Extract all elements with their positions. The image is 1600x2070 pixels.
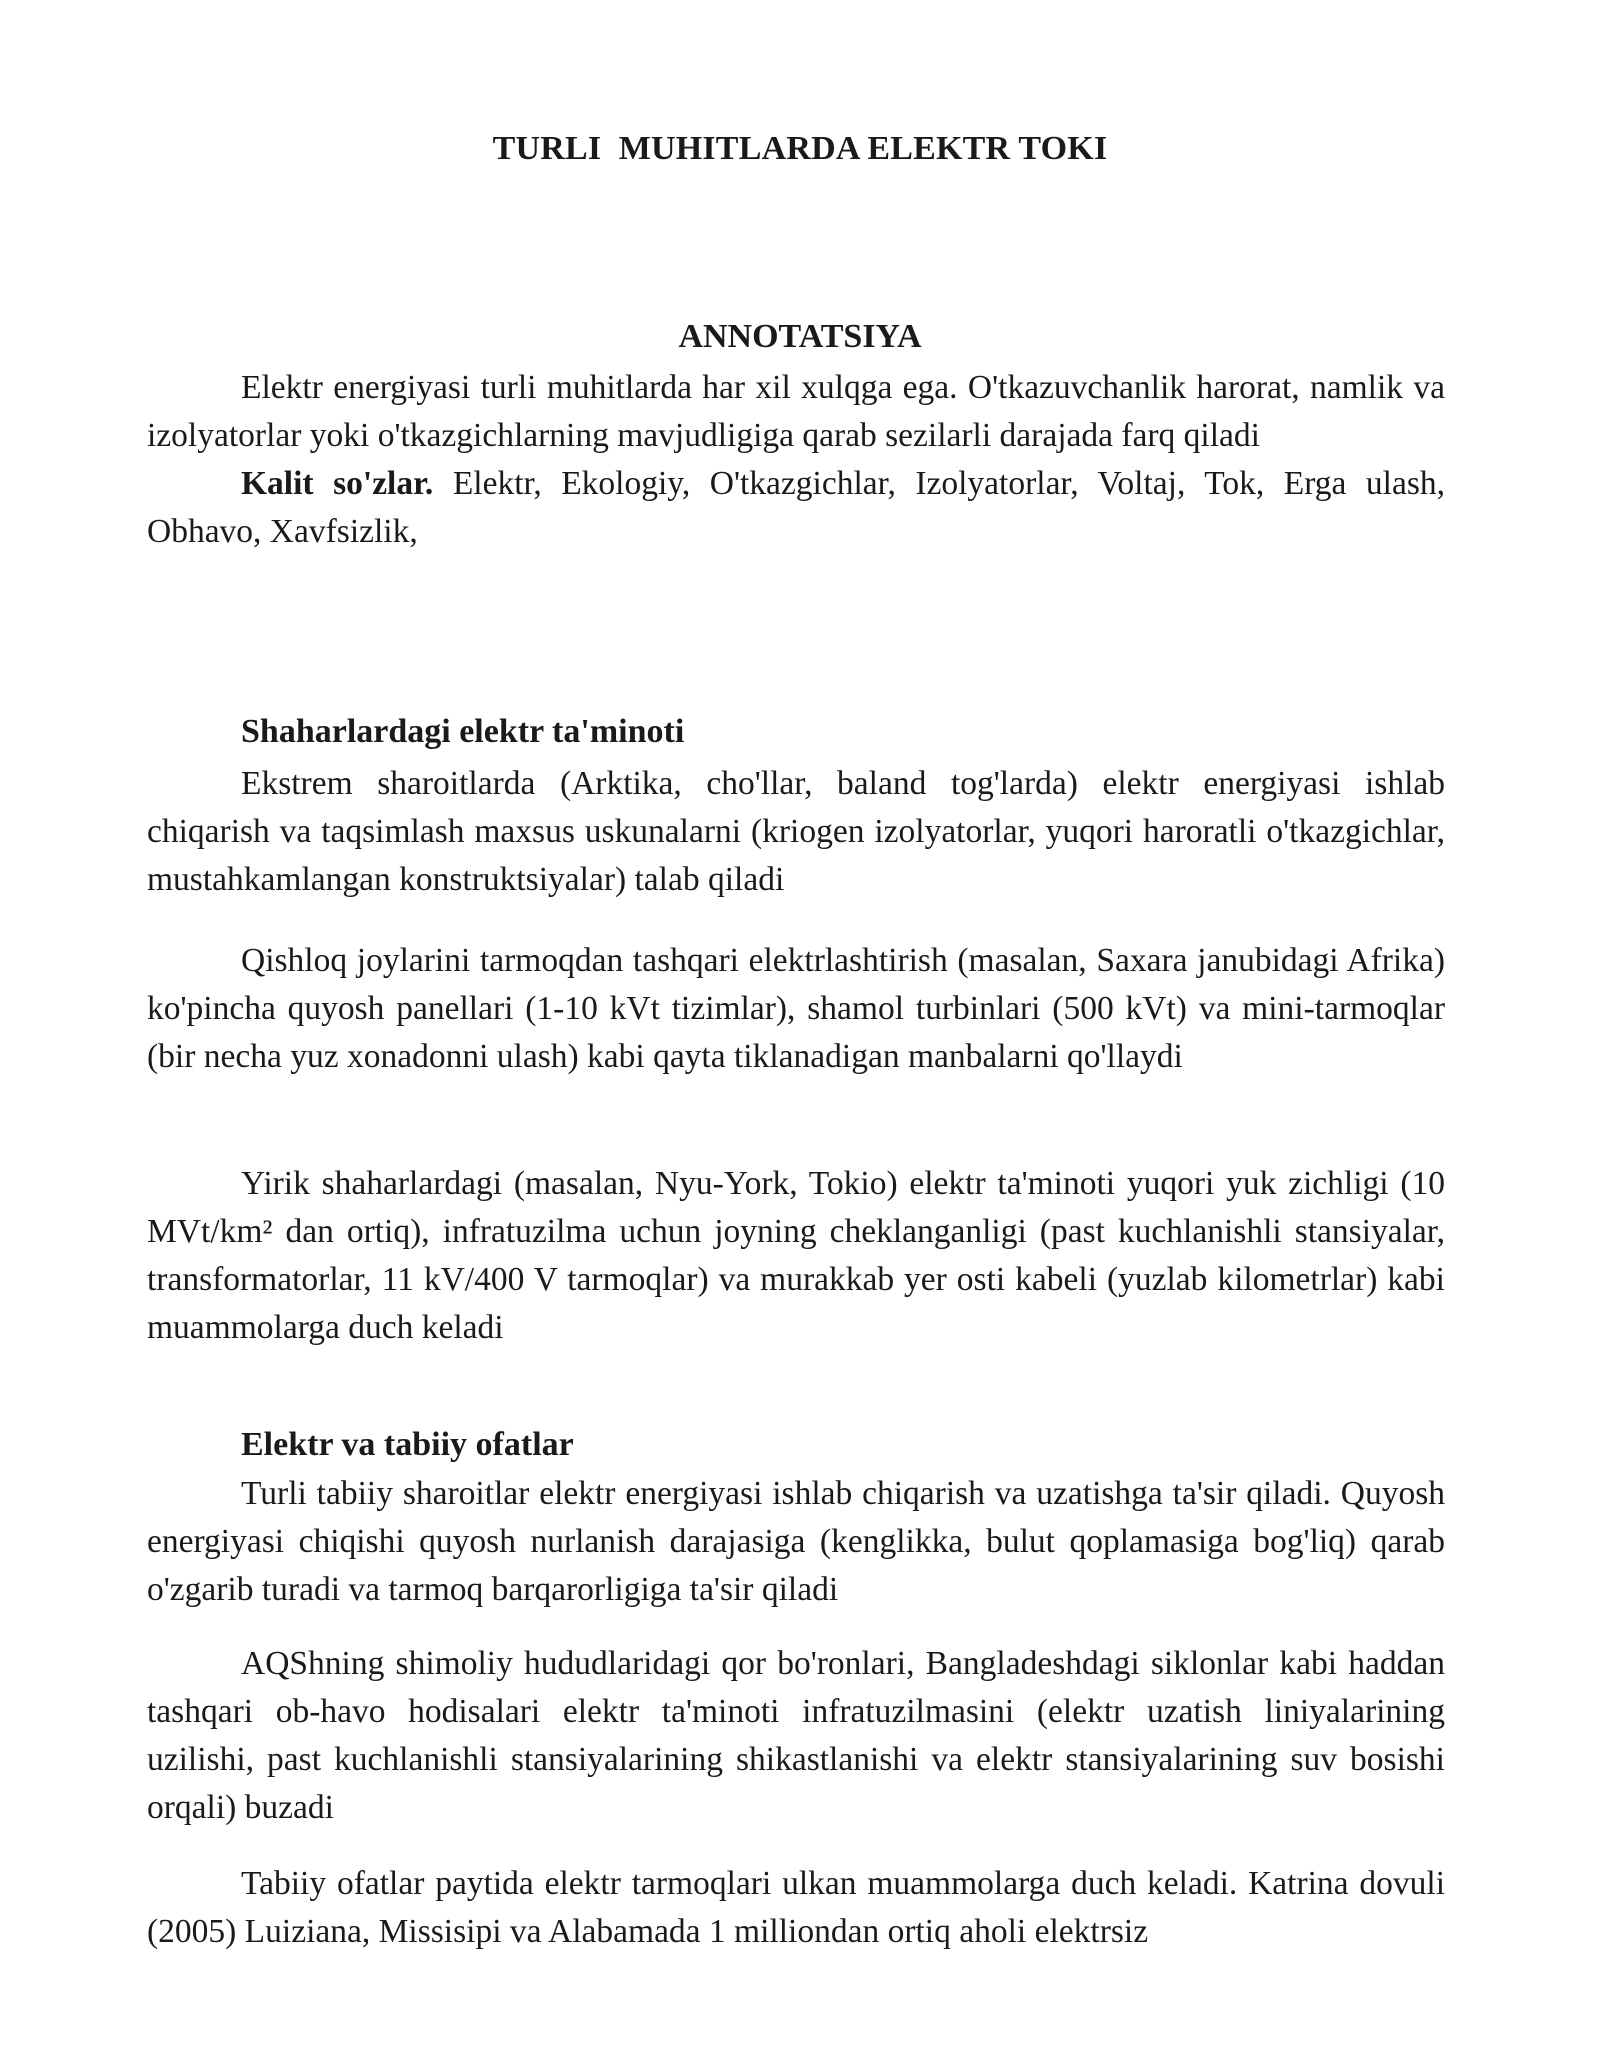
section2-paragraph-2 <box>147 1640 1445 1832</box>
document-title: TURLI MUHITLARDA ELEKTR TOKI <box>492 130 1108 167</box>
annotation-heading: ANNOTATSIYA <box>678 318 922 355</box>
paragraph-text: AQShning shimoliy hududlaridagi qor bo'ronlari, Bangladeshdagi siklonlar kabi haddan tashqari ob-havo hodisalari elektr ta'minoti infratuzilmasini (elektr uzatish liniyalarining uzilishi, past kuchlanishli stansiyalarining shikastlanishi va elektr stansiyalarining suv bosishi orqali) buzadi <box>147 1645 1445 1826</box>
section2-paragraph-3 <box>147 1860 1445 1956</box>
keywords-paragraph <box>147 460 1445 556</box>
paragraph-text: Ekstrem sharoitlarda (Arktika, cho'llar, baland tog'larda) elektr energiyasi ishlab chiqarish va taqsimlash maxsus uskunalarni (kriogen izolyatorlar, yuqori haroratli o'tkazgichlar, mustahkamlangan konstruktsiyalar) talab qiladi <box>147 765 1445 898</box>
annotation-block <box>147 364 1445 556</box>
keywords-text: Elektr, Ekologiy, O'tkazgichlar, Izolyatorlar, Voltaj, Tok, Erga ulash, Obhavo, Xavfsizlik, <box>147 465 1445 550</box>
paragraph-text: Turli tabiiy sharoitlar elektr energiyasi ishlab chiqarish va uzatishga ta'sir qiladi. Quyosh energiyasi chiqishi quyosh nurlanish darajasiga (kenglikka, bulut qoplamasiga bog'liq) qarab o'zgarib turadi va tarmoq barqarorligiga ta'sir qiladi <box>147 1475 1445 1608</box>
paragraph-text: Qishloq joylarini tarmoqdan tashqari elektrlashtirish (masalan, Saxara janubidagi Afrika) ko'pincha quyosh panellari (1-10 kVt tizimlar), shamol turbinlari (500 kVt) va mini-tarmoqlar (bir necha yuz xonadonni ulash) kabi qayta tiklanadigan manbalarni qo'llaydi <box>147 942 1445 1075</box>
section1-paragraph-3 <box>147 1160 1445 1352</box>
paragraph-text: Tabiiy ofatlar paytida elektr tarmoqlari ulkan muammolarga duch keladi. Katrina dovuli (2005) Luiziana, Missisipi va Alabamada 1 milliondan ortiq aholi elektrsiz <box>147 1865 1445 1950</box>
section-heading-urban-supply: Shaharlardagi elektr ta'minoti <box>241 713 685 750</box>
keywords-label: Kalit so'zlar. <box>241 465 434 502</box>
section2-paragraph-1 <box>147 1470 1445 1614</box>
section-heading-natural-disasters: Elektr va tabiiy ofatlar <box>241 1426 574 1463</box>
section1-paragraph-1 <box>147 760 1445 904</box>
section1-paragraph-2 <box>147 937 1445 1081</box>
paragraph-text: Yirik shaharlardagi (masalan, Nyu-York, Tokio) elektr ta'minoti yuqori yuk zichligi (10 MVt/km² dan ortiq), infratuzilma uchun joyning cheklanganligi (past kuchlanishli stansiyalar, transformatorlar, 11 kV/400 V tarmoqlar) va murakkab yer osti kabeli (yuzlab kilometrlar) kabi muammolarga duch keladi <box>147 1165 1445 1346</box>
annotation-text: Elektr energiyasi turli muhitlarda har xil xulqga ega. O'tkazuvchanlik harorat, namlik va izolyatorlar yoki o'tkazgichlarning mavjudligiga qarab sezilarli darajada farq qiladi <box>147 369 1445 454</box>
